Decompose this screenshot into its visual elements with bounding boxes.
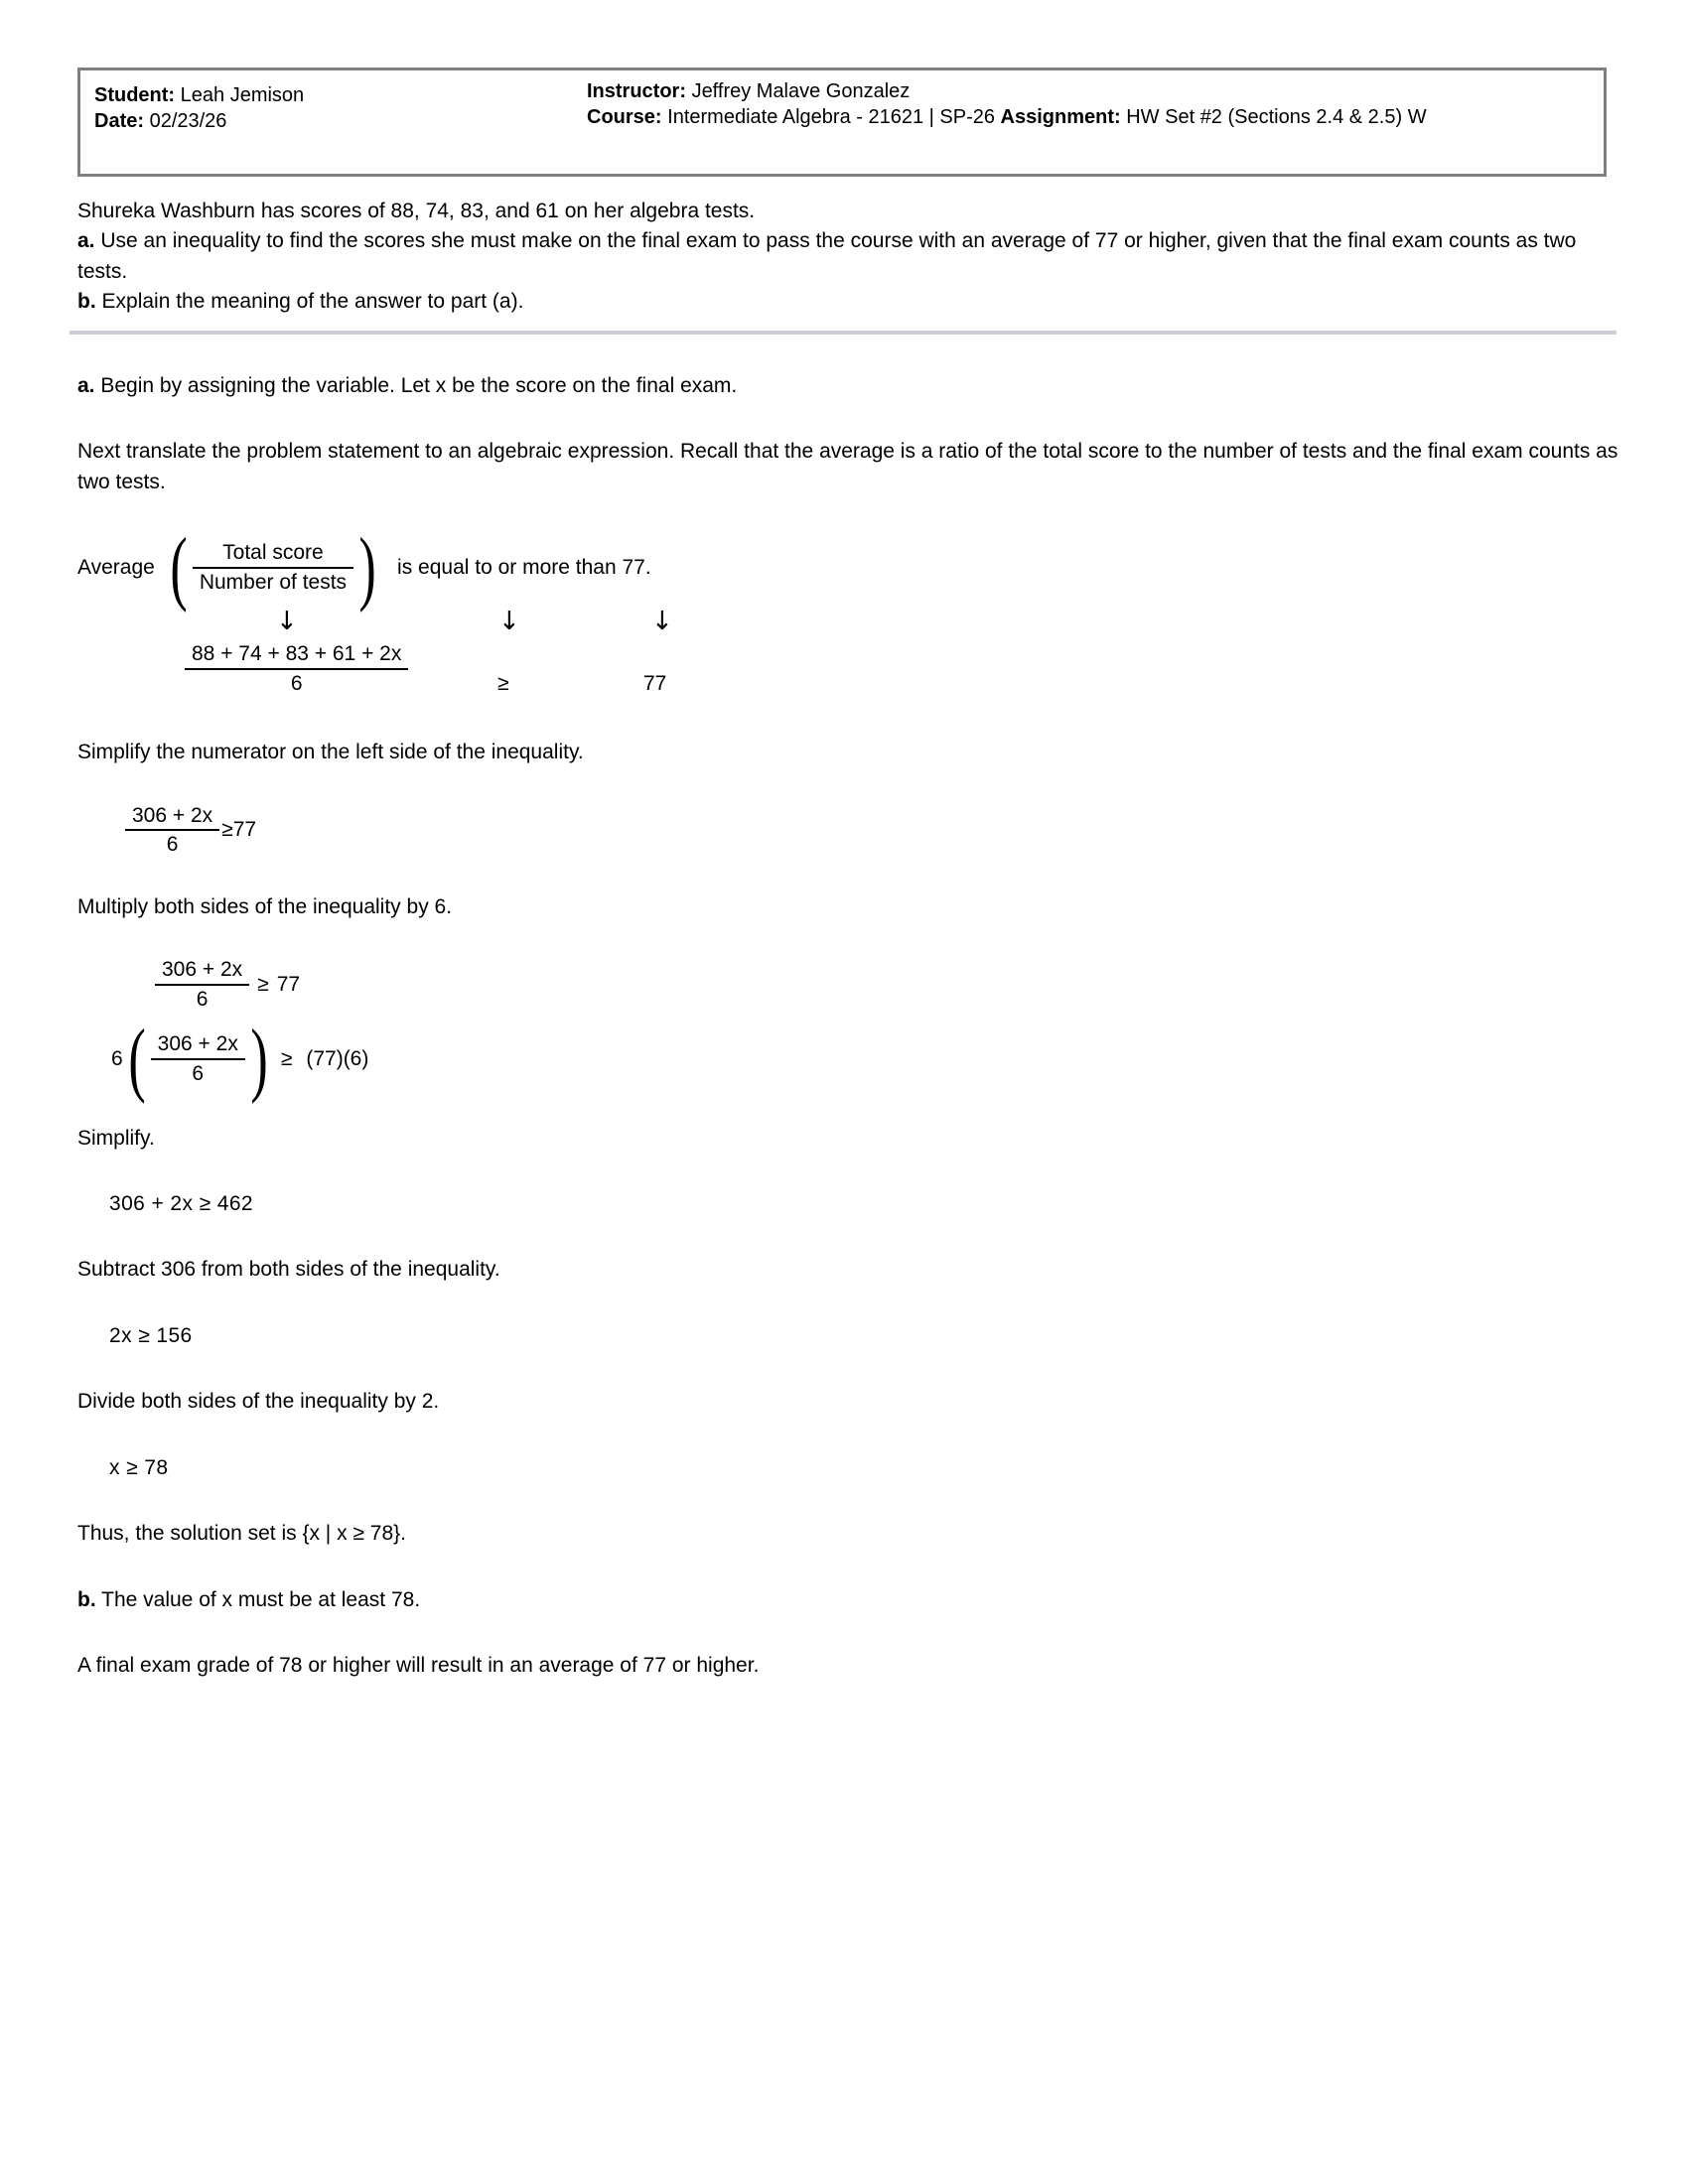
simplified-fraction xyxy=(125,804,219,857)
simplified-denominator: 6 xyxy=(166,833,179,857)
multiply-line2-fraction xyxy=(151,1032,245,1085)
solution-step-a-text: Begin by assigning the variable. Let x be the score on the final exam. xyxy=(100,374,738,397)
solution-step-b-text: The value of x must be at least 78. xyxy=(101,1587,421,1611)
multiply-line2-right: (77)(6) xyxy=(306,1046,369,1070)
expression-fraction xyxy=(185,642,408,695)
conclusion-text: A final exam grade of 78 or higher will result in an average of 77 or higher. xyxy=(77,1654,760,1678)
equation-multiply-line1 xyxy=(77,958,1626,1011)
multiply-line1-denominator: 6 xyxy=(196,987,209,1011)
problem-part-a-text: Use an inequality to find the scores she must make on the final exam to pass the course with an average of 77 or higher, given that the final exam counts as two tests. xyxy=(77,229,1577,283)
relation-symbol: ≥ xyxy=(497,672,509,696)
date-label: Date: xyxy=(94,110,145,132)
paren-open-icon: ( xyxy=(170,521,188,614)
down-arrow-icon: ↓ xyxy=(498,607,520,637)
simplified-numerator: 306 + 2x xyxy=(125,804,219,832)
course-name: Intermediate Algebra - 21621 | SP-26 xyxy=(667,106,995,128)
student-name: Leah Jemison xyxy=(180,84,305,106)
equation-306: 306 + 2x ≥ 462 xyxy=(109,1191,253,1215)
average-word: Average xyxy=(77,555,155,579)
assignment-label: Assignment: xyxy=(1000,106,1121,128)
down-arrow-icon: ↓ xyxy=(651,607,673,637)
date-value: 02/23/26 xyxy=(149,110,227,132)
multiply-line2-denominator: 6 xyxy=(192,1061,205,1085)
header-course-line xyxy=(587,104,1590,130)
solution-set-text: Thus, the solution set is {x | x ≥ 78}. xyxy=(77,1522,406,1546)
equation-x: x ≥ 78 xyxy=(109,1455,169,1479)
divide-text: Divide both sides of the inequality by 2. xyxy=(77,1390,440,1414)
equation-simplified xyxy=(77,804,1626,857)
paren-close-icon: ) xyxy=(358,521,376,614)
solution-step-b-label: b. xyxy=(77,1587,96,1611)
problem-part-b-label: b. xyxy=(77,290,96,314)
assignment-header-box xyxy=(77,68,1607,177)
problem-statement xyxy=(77,197,1618,318)
multiply-line1-relation: ≥ xyxy=(257,972,269,996)
student-label: Student: xyxy=(94,84,176,106)
simplified-relation: ≥ xyxy=(221,818,233,842)
problem-part-b xyxy=(77,287,1618,317)
average-fraction xyxy=(193,541,353,594)
subtract-text: Subtract 306 from both sides of the inequality. xyxy=(77,1258,500,1282)
translation-top-row xyxy=(77,521,651,614)
simplified-right: 77 xyxy=(232,818,257,842)
multiply-line1-right: 77 xyxy=(276,972,301,996)
solution-body xyxy=(77,336,1626,1681)
header-student-line xyxy=(94,82,551,108)
multiply-line2-relation: ≥ xyxy=(280,1046,293,1070)
simplify-numerator-text: Simplify the numerator on the left side of the inequality. xyxy=(77,741,584,764)
multiply-line2-numerator: 306 + 2x xyxy=(151,1032,245,1060)
problem-intro: Shureka Washburn has scores of 88, 74, 83, and 61 on her algebra tests. xyxy=(77,200,756,222)
expression-numerator: 88 + 74 + 83 + 61 + 2x xyxy=(185,642,408,670)
problem-part-a-label: a. xyxy=(77,229,95,253)
average-fraction-denominator: Number of tests xyxy=(199,570,348,594)
section-divider xyxy=(70,331,1617,335)
header-instructor-line xyxy=(587,78,1590,104)
instructor-label: Instructor: xyxy=(587,80,686,102)
instructor-name: Jeffrey Malave Gonzalez xyxy=(691,80,911,102)
solution-step-a xyxy=(77,371,1626,401)
paren-close-icon: ) xyxy=(250,1013,268,1106)
translation-phrase: is equal to or more than 77. xyxy=(397,555,651,579)
header-date-line xyxy=(94,108,551,134)
multiply-line1-numerator: 306 + 2x xyxy=(155,958,249,986)
paren-open-icon: ( xyxy=(128,1013,146,1106)
average-fraction-numerator: Total score xyxy=(193,541,353,569)
down-arrow-icon: ↓ xyxy=(276,607,298,637)
translation-diagram xyxy=(77,523,1070,712)
relation-right-value: 77 xyxy=(643,672,667,696)
expression-denominator: 6 xyxy=(290,671,303,695)
translate-intro: Next translate the problem statement to an algebraic expression. Recall that the average is a ratio of the total score to the number of tests and the final exam counts as two tests. xyxy=(77,440,1618,493)
problem-part-a xyxy=(77,226,1618,287)
course-label: Course: xyxy=(587,106,662,128)
simplify-text: Simplify. xyxy=(77,1126,155,1150)
multiply-text: Multiply both sides of the inequality by 6. xyxy=(77,894,453,918)
multiply-coefficient: 6 xyxy=(111,1046,123,1070)
solution-step-b xyxy=(77,1585,1626,1615)
header-student-block xyxy=(94,82,551,134)
solution-step-a-label: a. xyxy=(77,374,95,397)
problem-part-b-text: Explain the meaning of the answer to part (a). xyxy=(101,290,524,314)
header-course-block xyxy=(587,78,1590,130)
equation-multiply-line2 xyxy=(77,1013,1626,1106)
multiply-line1-fraction xyxy=(155,958,249,1011)
equation-2x: 2x ≥ 156 xyxy=(109,1323,193,1347)
assignment-name: HW Set #2 (Sections 2.4 & 2.5) W xyxy=(1126,106,1427,128)
